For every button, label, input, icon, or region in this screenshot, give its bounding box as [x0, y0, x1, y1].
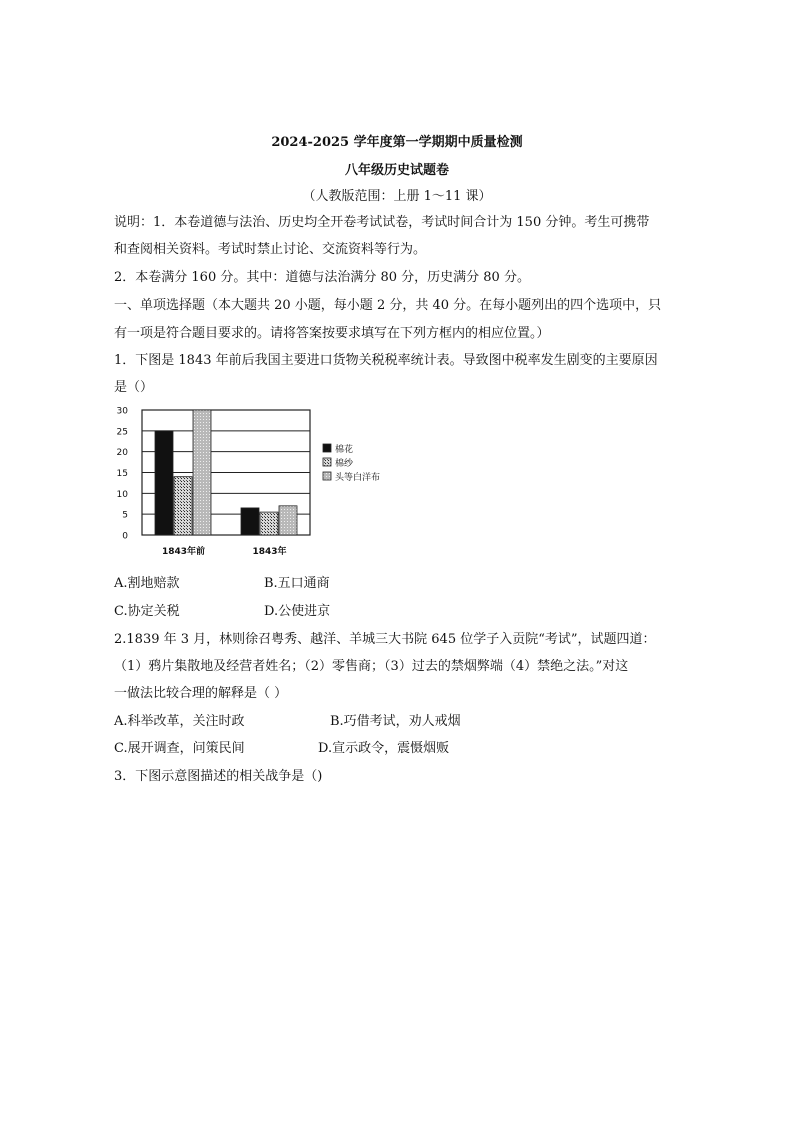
q2-option-d[interactable]: D.宣示政令，震慑烟贩 [318, 741, 450, 756]
question-2-line-3: 一做法比较合理的解释是（ ） [114, 686, 288, 701]
q1-option-d[interactable]: D.公使进京 [264, 604, 331, 619]
legend-label: 棉纱 [335, 459, 354, 469]
y-tick-label: 30 [116, 406, 128, 417]
bar-0-1 [241, 508, 259, 535]
bar-1-0 [174, 477, 192, 535]
q1-option-c[interactable]: C.协定关税 [114, 604, 180, 619]
legend-label: 头等白洋布 [335, 473, 381, 483]
y-tick-label: 25 [116, 427, 128, 438]
legend-swatch [323, 472, 331, 480]
y-tick-label: 10 [116, 489, 128, 500]
section1-line-2: 有一项是符合题目要求的。请将答案按要求填写在下列方框内的相应位置。） [114, 326, 550, 341]
instructions-line-3: 2．本卷满分 160 分。其中：道德与法治满分 80 分，历史满分 80 分。 [114, 270, 530, 285]
instructions-line-1: 说明：1．本卷道德与法治、历史均全开卷考试试卷，考试时间合计为 150 分钟。考生可携带 [114, 215, 650, 230]
y-tick-label: 5 [122, 510, 128, 521]
q2-option-b[interactable]: B.巧借考试，劝人戒烟 [330, 714, 461, 729]
instructions-line-2: 和查阅相关资料。考试时禁止讨论、交流资料等行为。 [114, 242, 427, 257]
y-axis-ticks [117, 407, 129, 542]
y-tick-label: 20 [116, 448, 128, 459]
question-1-line-1: 1．下图是 1843 年前后我国主要进口货物关税税率统计表。导致图中税率发生剧变的主要原因 [114, 353, 658, 368]
bar-0-0 [155, 431, 173, 535]
q2-option-c[interactable]: C.展开调查，问策民间 [114, 741, 245, 756]
question-2-line-2: （1）鸦片集散地及经营者姓名；（2）零售商；（3）过去的禁烟弊端（4）禁绝之法。”对这 [114, 659, 629, 674]
exam-title: 2024-2025 学年度第一学期期中质量检测 [271, 135, 523, 150]
bar-2-1 [279, 506, 297, 535]
y-tick-label: 0 [122, 531, 128, 542]
x-tick-label: 1843年 [252, 547, 287, 557]
question-2-line-1: 2.1839 年 3 月，林则徐召粤秀、越洋、羊城三大书院 645 位学子入贡院“考试”，试题四道： [114, 632, 656, 647]
exam-scope: （人教版范围：上册 1～11 课） [302, 189, 492, 204]
chart-legend [323, 443, 380, 483]
question-3-line-1: 3．下图示意图描述的相关战争是（) [114, 769, 323, 784]
legend-label: 棉花 [335, 445, 354, 455]
x-axis-labels [162, 545, 287, 557]
q2-option-a[interactable]: A.科举改革，关注时政 [114, 714, 245, 729]
q1-option-a[interactable]: A.割地赔款 [114, 576, 180, 591]
x-tick-label: 1843年前 [161, 547, 206, 557]
legend-swatch [323, 444, 331, 452]
question-1-line-2: 是（） [114, 380, 154, 395]
y-tick-label: 15 [116, 469, 128, 479]
bar-2-0 [193, 410, 211, 535]
exam-subtitle: 八年级历史试题卷 [344, 163, 449, 178]
tariff-bar-chart [112, 403, 412, 563]
bar-1-1 [260, 512, 278, 535]
q1-option-b[interactable]: B.五口通商 [264, 576, 330, 591]
section1-line-1: 一、单项选择题（本大题共 20 小题，每小题 2 分，共 40 分。在每小题列出的四个选项中，只 [114, 298, 662, 313]
legend-swatch [323, 458, 331, 466]
